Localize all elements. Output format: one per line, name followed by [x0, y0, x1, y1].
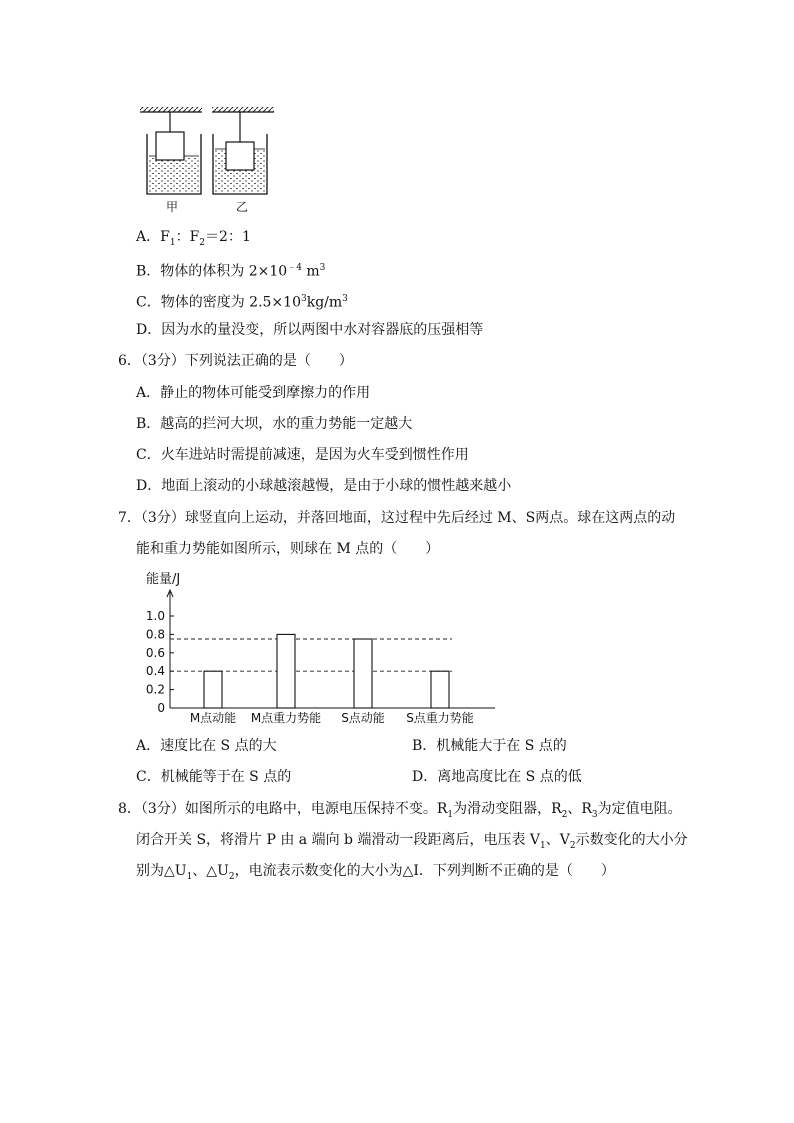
ceiling-right — [212, 107, 274, 112]
q7-option-d: D．离地高度比在 S 点的低 — [412, 769, 582, 785]
hanging-block-diagram — [136, 104, 276, 216]
y-axis-label: 能量/J — [146, 572, 181, 587]
ceiling-left — [140, 107, 202, 112]
q5-option-c: C．物体的密度为 $2.5\times 10^3kg/m^3$ — [136, 294, 348, 311]
x-category-label: M点动能 — [189, 711, 237, 725]
x-category-label: S点动能 — [341, 711, 385, 725]
bar-4 — [431, 671, 449, 708]
bar-1 — [204, 671, 222, 708]
q8-stem-line1: 8．（3分）如图所示的电路中，电源电压保持不变。$R_1$为滑动变阻器，$R_2$、$R_3$为定值电阻。 — [118, 801, 682, 820]
q6-option-c: C．火车进站时需提前减速，是因为火车受到惯性作用 — [136, 447, 469, 463]
q7-option-c: C．机械能等于在 S 点的 — [136, 769, 292, 785]
q8-stem-line2: 闭合开关 S，将滑片 P 由 a 端向 b 端滑动一段距离后，电压表 $V_1$、$V_2$示数变化的大小分 — [136, 832, 688, 851]
q5-option-d: D．因为水的量没变，所以两图中水对容器底的压强相等 — [136, 322, 484, 338]
y-tick-label: 0 — [157, 701, 165, 715]
q6-option-d: D．地面上滚动的小球越滚越慢，是由于小球的惯性越来越小 — [136, 478, 512, 494]
y-tick-label: 0.6 — [145, 645, 165, 660]
y-tick-label: 1.0 — [145, 609, 165, 623]
q6-option-a: A．静止的物体可能受到摩擦力的作用 — [136, 385, 371, 401]
figure-label-jia: 甲 — [166, 200, 179, 214]
q6-stem: 6．（3分）下列说法正确的是（ ） — [118, 353, 353, 369]
water-left — [149, 156, 199, 192]
figure-label-yi: 乙 — [236, 200, 249, 214]
q6-option-b: B．越高的拦河大坝，水的重力势能一定越大 — [136, 416, 413, 432]
y-tick-label: 0.8 — [145, 627, 165, 642]
x-category-label: M点重力势能 — [250, 711, 322, 725]
bar-2 — [277, 634, 295, 708]
q8-stem-line3: 别为$\triangle U_1$、$\triangle U_2$，电流表示数变化的大小为△I．下列判断不正确的是（ ） — [136, 863, 615, 882]
q7-option-a: A．速度比在 S 点的大 — [136, 738, 277, 754]
energy-bar-chart — [140, 568, 520, 728]
block-right — [226, 142, 254, 170]
y-tick-label: 0.2 — [145, 682, 165, 697]
q5-option-b: B．物体的体积为 $2\times 10^{﹣4}$ $m^3$ — [136, 263, 326, 280]
q7-option-b: B．机械能大于在 S 点的 — [412, 738, 567, 754]
q5-figure — [136, 104, 276, 216]
q7-stem-line1: 7．（3分）球竖直向上运动，并落回地面，这过程中先后经过 M、S两点。球在这两点的动 — [118, 510, 676, 526]
q5-option-a: A．$F_1$：$F_2=2$：1 — [136, 229, 251, 248]
block-left — [156, 132, 184, 160]
q7-stem-line2: 能和重力势能如图所示，则球在 M 点的（ ） — [136, 541, 440, 557]
x-category-label: S点重力势能 — [406, 711, 474, 725]
energy-chart-svg — [140, 568, 520, 728]
y-tick-label: 0.4 — [145, 664, 165, 679]
bar-3 — [354, 639, 372, 708]
